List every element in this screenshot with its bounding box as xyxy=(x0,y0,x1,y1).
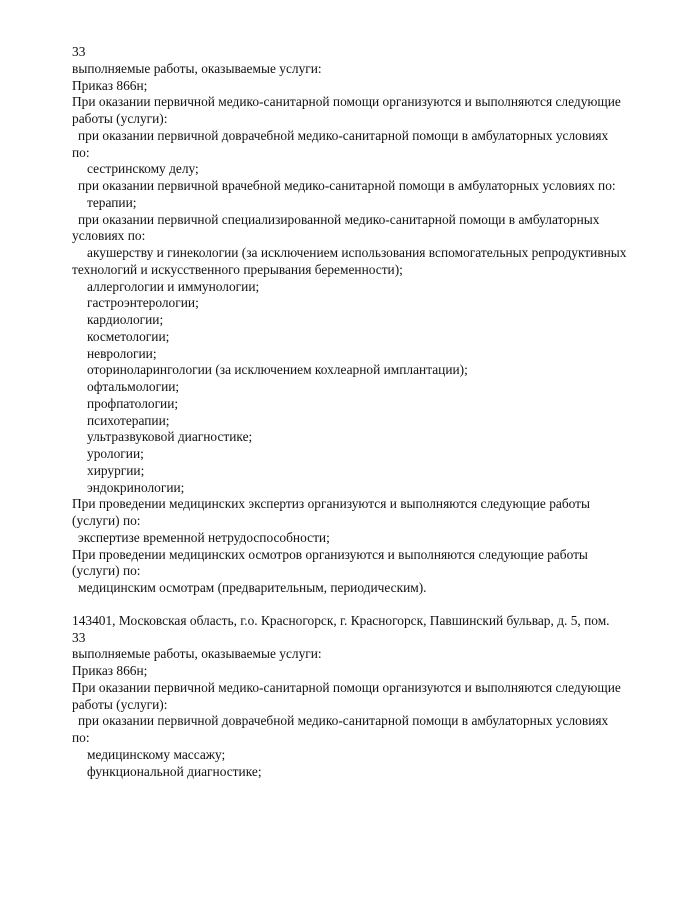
text-line: При оказании первичной медико-санитарной помощи организуются и выполняются следующие xyxy=(72,679,621,695)
text-line: при оказании первичной врачебной медико-санитарной помощи в амбулаторных условиях по: xyxy=(78,178,616,193)
text-line: хирургии; xyxy=(87,462,145,478)
text-line: технологий и искусственного прерывания беременности); xyxy=(72,261,403,277)
text-line: кардиологии; xyxy=(87,312,164,327)
text-line: аллергологии и иммунологии; xyxy=(87,278,260,294)
text-line: урологии; xyxy=(87,446,144,461)
text-line: выполняемые работы, оказываемые услуги: xyxy=(72,646,322,662)
text-line: эндокринологии; xyxy=(87,479,185,495)
text-line: 143401, Московская область, г.о. Красногорск, г. Красногорск, Павшинский бульвар, д. 5, пом. xyxy=(72,612,610,628)
text-line: медицинским осмотрам (предварительным, периодическим). xyxy=(78,580,427,595)
text-line: при оказании первичной доврачебной медико-санитарной помощи в амбулаторных условиях xyxy=(78,127,609,143)
text-line: При проведении медицинских осмотров организуются и выполняются следующие работы xyxy=(72,546,588,562)
text-line: оториноларингологии (за исключением кохлеарной имплантации); xyxy=(87,362,468,378)
text-line: работы (услуги): xyxy=(72,111,168,126)
text-line: работы (услуги): xyxy=(72,696,168,712)
text-line: психотерапии; xyxy=(87,412,170,428)
text-line: Приказ 866н; xyxy=(72,663,148,678)
text-line: неврологии; xyxy=(87,345,157,361)
text-line: функциональной диагностике; xyxy=(87,763,262,779)
text-line: по: xyxy=(72,730,90,745)
text-line: Приказ 866н; xyxy=(72,77,148,93)
text-line: терапии; xyxy=(87,194,137,210)
text-line: сестринскому делу; xyxy=(87,161,199,177)
text-line: выполняемые работы, оказываемые услуги: xyxy=(72,60,322,76)
text-line: При оказании первичной медико-санитарной помощи организуются и выполняются следующие xyxy=(72,94,621,110)
text-line: косметологии; xyxy=(87,328,170,344)
text-line: офтальмологии; xyxy=(87,379,180,394)
text-line: гастроэнтерологии; xyxy=(87,295,199,311)
text-line: (услуги) по: xyxy=(72,513,141,528)
text-line: по: xyxy=(72,144,90,160)
text-line: 33 xyxy=(72,629,86,645)
paragraph-gap xyxy=(72,597,650,613)
text-line: при оказании первичной специализированной медико-санитарной помощи в амбулаторных xyxy=(78,211,600,227)
text-line: (услуги) по: xyxy=(72,563,141,579)
text-line: условиях по: xyxy=(72,228,146,244)
text-line: медицинскому массажу; xyxy=(87,746,226,762)
text-line: 33 xyxy=(72,44,86,59)
text-line: При проведении медицинских экспертиз организуются и выполняются следующие работы xyxy=(72,496,591,512)
text-line: экспертизе временной нетрудоспособности; xyxy=(78,529,330,545)
text-line: профпатологии; xyxy=(87,395,179,411)
text-line: ультразвуковой диагностике; xyxy=(87,429,253,445)
text-line: акушерству и гинекологии (за исключением использования вспомогательных репродуктивных xyxy=(87,245,627,260)
text-line: при оказании первичной доврачебной медико-санитарной помощи в амбулаторных условиях xyxy=(78,713,609,729)
